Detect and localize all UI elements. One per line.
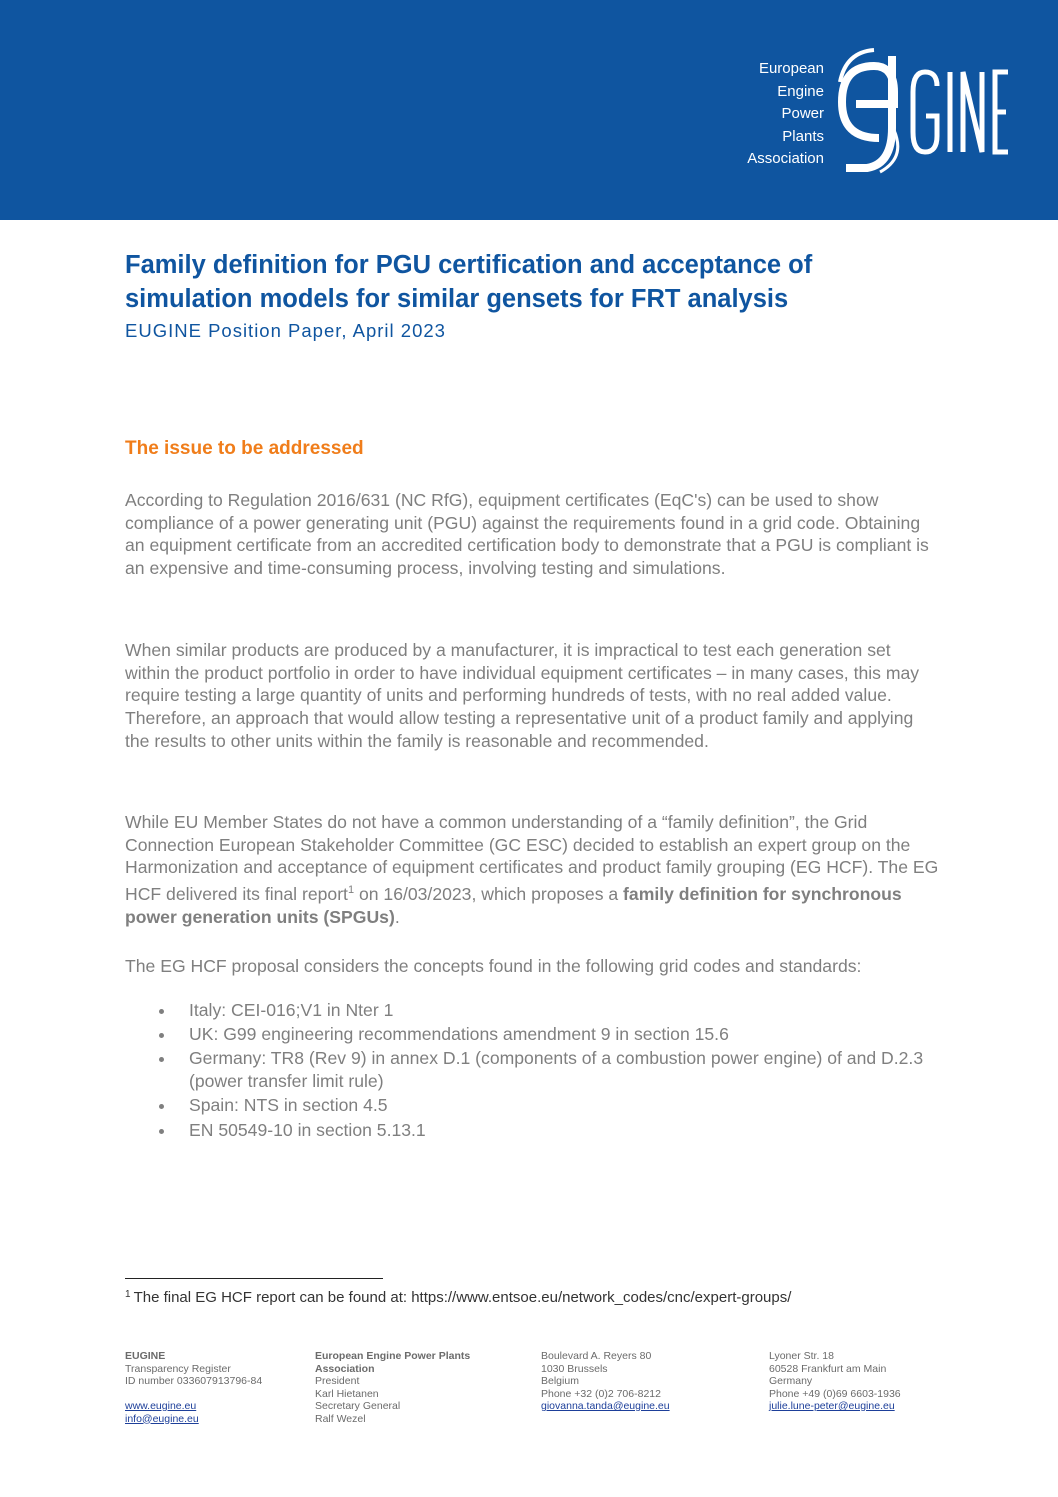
association-name-line: Engine	[777, 82, 824, 100]
title-line: simulation models for similar gensets for FRT analysis	[125, 285, 789, 313]
footer-line: Germany	[769, 1375, 813, 1387]
title-line: Family definition for PGU certification and acceptance of	[125, 251, 813, 279]
eugine-logo	[834, 42, 1014, 177]
paragraph-text: While EU Member States do not have a common understanding of a “family definition”, the Grid Connection European Stakeholder Committee (GC ESC) decided to establish an expert group on the Harmonization and acceptance of equipment certificates and product family grouping (EG HCF). The EG HCF delivered its final report	[125, 812, 939, 904]
paragraph-similar-products: When similar products are produced by a manufacturer, it is impractical to test each generation set within the product portfolio in order to have individual equipment certificates – in many cases, this may require testing a large quantity of units and performing hundreds of tests, with no real added value. Therefore, an approach that would allow testing a representative unit of a product family and applying the results to other units within the family is reasonable and recommended.	[125, 640, 920, 751]
list-item-text: Spain: NTS in section 4.5	[189, 1095, 388, 1116]
document-title	[125, 248, 945, 316]
footnote-text: The final EG HCF report can be found at: https://www.entsoe.eu/network_codes/cnc/expert-groups/	[133, 1289, 792, 1306]
footnote-number: 1	[125, 1289, 131, 1300]
bullet-icon	[159, 1033, 164, 1038]
association-name-line: Association	[747, 150, 824, 167]
footnote	[125, 1289, 791, 1306]
website-link[interactable]: www.eugine.eu	[125, 1400, 197, 1412]
association-name	[747, 58, 824, 171]
footer-line: ID number 033607913796-84	[125, 1375, 263, 1387]
footnote-divider	[125, 1278, 383, 1279]
association-name-line: Power	[781, 105, 824, 122]
section-heading: The issue to be addressed	[125, 438, 364, 459]
footer-line: Phone +32 (0)2 706-8212	[541, 1387, 661, 1400]
bullet-icon	[159, 1057, 164, 1062]
footer-line: Karl Hietanen	[315, 1387, 379, 1400]
list-item	[125, 999, 940, 1022]
footer-line: Boulevard A. Reyers 80	[541, 1350, 652, 1362]
footer-column-brussels	[541, 1350, 670, 1413]
bullet-icon	[159, 1104, 164, 1109]
document-subtitle: EUGINE Position Paper, April 2023	[125, 320, 446, 341]
list-item-text: EN 50549-10 in section 5.13.1	[189, 1119, 426, 1140]
info-email-link[interactable]: info@eugine.eu	[125, 1412, 199, 1425]
paragraph-regulation: According to Regulation 2016/631 (NC RfG), equipment certificates (EqC's) can be used to show compliance of a power generating unit (PGU) against the requirements found in a grid code. Obtaining an equipment certificate from an accredited certification body to demonstrate that a PGU is compliant is an expensive and time-consuming process, involving testing and simulations.	[125, 490, 929, 579]
footer-line: Ralf Wezel	[315, 1412, 366, 1425]
grid-codes-list	[125, 999, 940, 1143]
footer-line: Belgium	[541, 1375, 579, 1387]
footer-line: Phone +49 (0)69 6603-1936	[769, 1387, 901, 1400]
footnote-ref: 1	[347, 884, 355, 897]
list-item	[125, 1119, 940, 1142]
list-item-text: UK: G99 engineering recommendations amendment 9 in section 15.6	[189, 1024, 729, 1045]
footer-line: 60528 Frankfurt am Main	[769, 1362, 887, 1375]
paragraph-text: .	[394, 906, 400, 927]
footer-line: Lyoner Str. 18	[769, 1350, 834, 1362]
association-name-line: Plants	[782, 127, 824, 145]
bullet-icon	[159, 1129, 164, 1134]
footer-column-association	[315, 1350, 470, 1425]
list-item	[125, 1094, 940, 1117]
list-item-text: Italy: CEI-016;V1 in Nter 1	[189, 1000, 394, 1020]
footer-line: Secretary General	[315, 1400, 401, 1412]
footer-org-name: EUGINE	[125, 1350, 166, 1362]
paragraph-proposal: The EG HCF proposal considers the concepts found in the following grid codes and standards:	[125, 956, 862, 976]
association-name-line: European	[758, 60, 824, 77]
list-item-text: Germany: TR8 (Rev 9) in annex D.1 (components of a combustion power engine) of and D.2.3 (power transfer limit rule)	[189, 1048, 924, 1092]
footer-org-name: Association	[315, 1362, 375, 1375]
footer-line: Transparency Register	[125, 1362, 231, 1375]
list-item	[125, 1023, 940, 1046]
bullet-icon	[159, 1009, 164, 1014]
list-item	[125, 1047, 940, 1092]
footer-line: 1030 Brussels	[541, 1362, 608, 1375]
brussels-email-link[interactable]: giovanna.tanda@eugine.eu	[541, 1400, 670, 1412]
footer-line: President	[315, 1375, 360, 1387]
paragraph-text: on 16/03/2023, which proposes a	[354, 883, 624, 904]
frankfurt-email-link[interactable]: julie.lune-peter@eugine.eu	[769, 1400, 895, 1412]
footer-column-frankfurt	[769, 1350, 901, 1413]
paragraph-bold-text: family definition for synchronous power generation units (SPGUs)	[125, 883, 902, 927]
paragraph-family-definition	[125, 811, 940, 928]
footer-column-eugine	[125, 1350, 262, 1425]
footer-org-name: European Engine Power Plants	[315, 1350, 471, 1362]
header-banner	[0, 0, 1058, 220]
